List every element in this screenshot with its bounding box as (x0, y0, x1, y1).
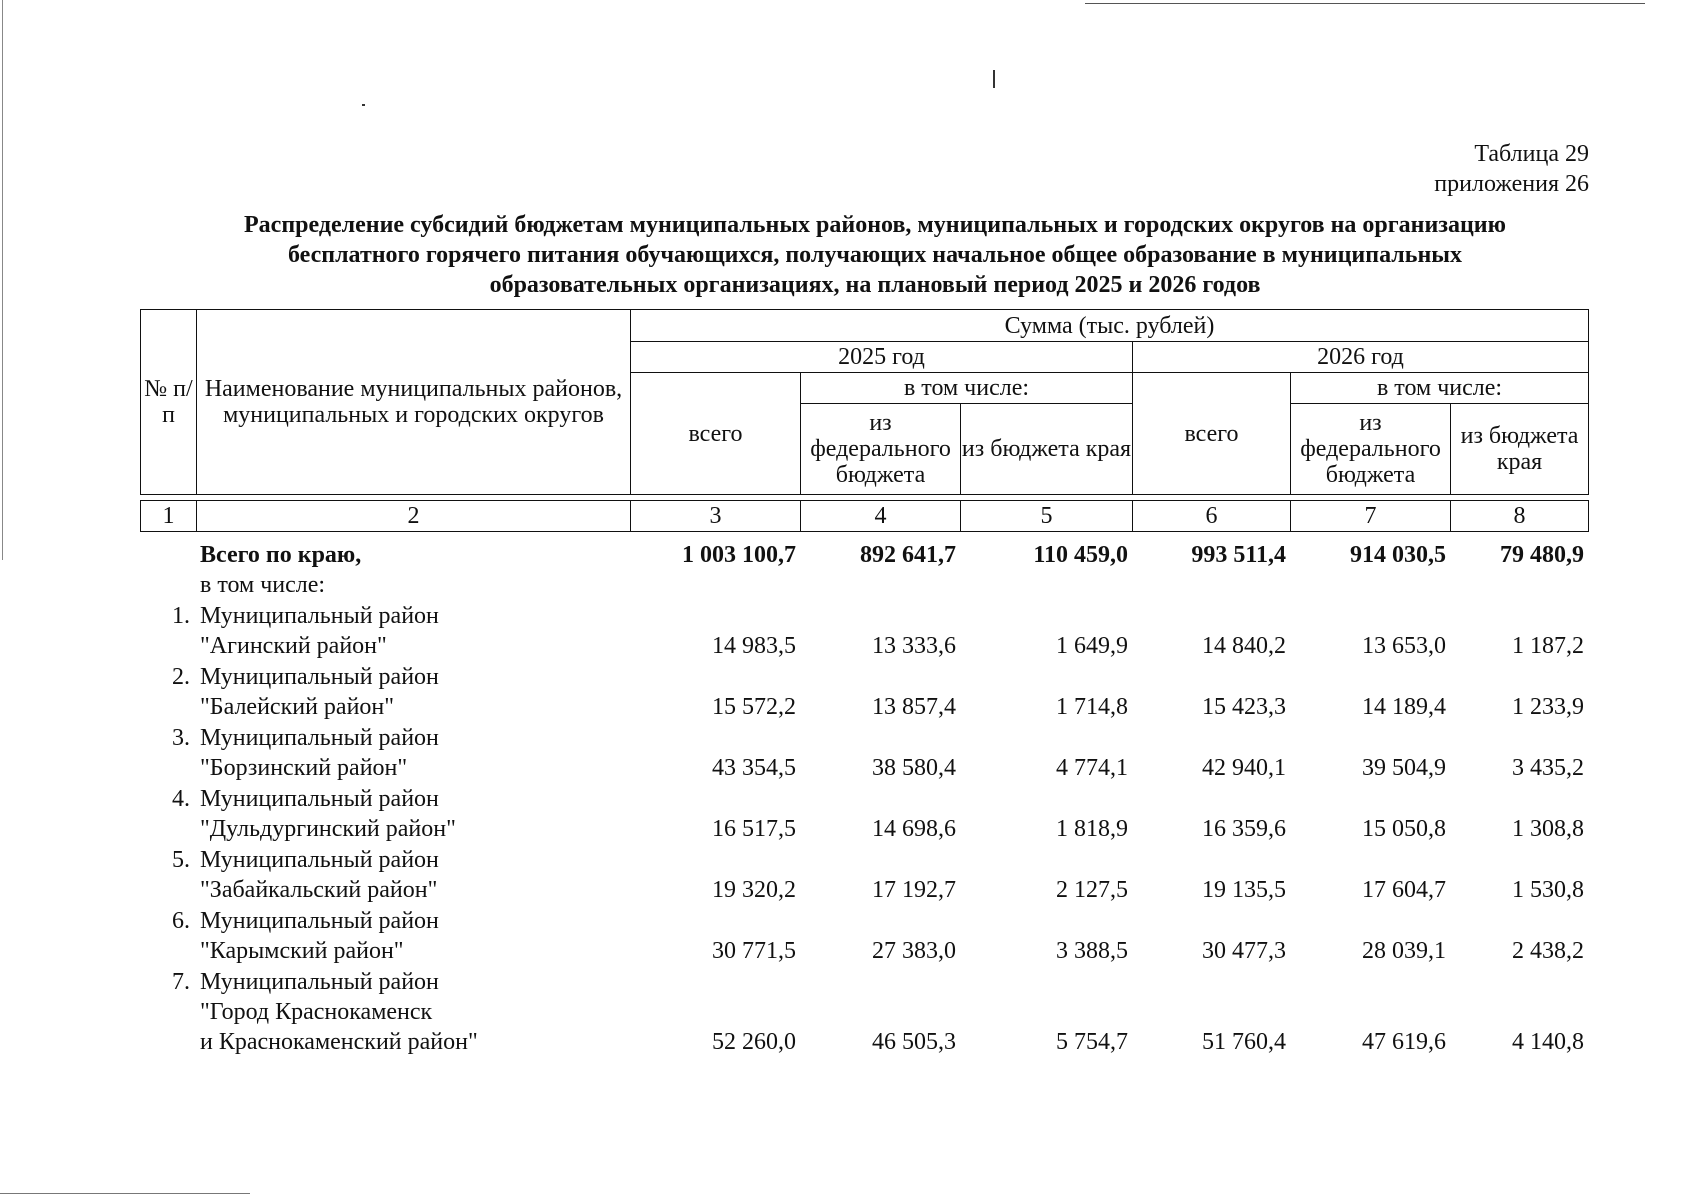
row-value: 43 354,5 (712, 755, 796, 781)
row-index: 4. (172, 786, 190, 812)
row-value: 1 818,9 (1056, 816, 1128, 842)
row-index: 7. (172, 969, 190, 995)
table-caption (1434, 139, 1589, 199)
header-regional-2026: из бюджета края (1451, 404, 1589, 495)
row-value: 4 774,1 (1056, 755, 1128, 781)
column-number: 3 (631, 501, 801, 532)
row-value: 5 754,7 (1056, 1029, 1128, 1055)
subline-empty (630, 570, 1588, 600)
row-value: 51 760,4 (1202, 1029, 1286, 1055)
total-value: 1 003 100,7 (682, 542, 796, 568)
row-value: 3 388,5 (1056, 938, 1128, 964)
row-name-line-1: Муниципальный район (200, 786, 439, 812)
row-name-line-2: "Карымский район" (200, 938, 404, 964)
row-value: 2 127,5 (1056, 877, 1128, 903)
row-name-line-1: Муниципальный район (200, 603, 439, 629)
header-federal-2025: из федерального бюджета (801, 404, 961, 495)
title-line-1: Распределение субсидий бюджетам муниципальных районов, муниципальных и городских округов на организацию (244, 212, 1506, 238)
row-value: 1 308,8 (1512, 816, 1584, 842)
row-value: 30 771,5 (712, 938, 796, 964)
row-value: 1 649,9 (1056, 633, 1128, 659)
row-index: 5. (172, 847, 190, 873)
column-number: 1 (141, 501, 197, 532)
row-value: 15 050,8 (1362, 816, 1446, 842)
row-name-line-3: и Краснокаменский район" (200, 1029, 478, 1055)
column-number: 5 (961, 501, 1133, 532)
row-value: 15 572,2 (712, 694, 796, 720)
row-index: 1. (172, 603, 190, 629)
column-number: 4 (801, 501, 961, 532)
scan-border-left (2, 0, 3, 560)
row-index: 2. (172, 664, 190, 690)
row-value: 52 260,0 (712, 1029, 796, 1055)
row-value: 19 320,2 (712, 877, 796, 903)
total-value: 79 480,9 (1500, 542, 1584, 568)
header-year-2026: 2026 год (1133, 342, 1589, 373)
row-value: 27 383,0 (872, 938, 956, 964)
total-label: Всего по краю, (200, 542, 362, 568)
row-value: 30 477,3 (1202, 938, 1286, 964)
row-value: 1 714,8 (1056, 694, 1128, 720)
header-number: № п/п (141, 310, 197, 495)
row-value: 13 653,0 (1362, 633, 1446, 659)
row-value: 1 233,9 (1512, 694, 1584, 720)
row-value: 28 039,1 (1362, 938, 1446, 964)
table-row (140, 844, 1588, 905)
row-value: 19 135,5 (1202, 877, 1286, 903)
header-total-2026: всего (1133, 373, 1291, 495)
table-row (140, 600, 1588, 661)
row-value: 16 517,5 (712, 816, 796, 842)
scan-speck (993, 70, 995, 88)
row-value: 42 940,1 (1202, 755, 1286, 781)
table-row (140, 722, 1588, 783)
header-total-2025: всего (631, 373, 801, 495)
column-number-row (140, 500, 1589, 532)
row-name (196, 905, 630, 966)
row-name-line-2: "Борзинский район" (200, 755, 408, 781)
row-name (196, 600, 630, 661)
row-name-line-2: "Агинский район" (200, 633, 387, 659)
row-value: 47 619,6 (1362, 1029, 1446, 1055)
table-row (140, 661, 1588, 722)
column-number: 2 (197, 501, 631, 532)
row-value: 14 840,2 (1202, 633, 1286, 659)
row-value: 1 530,8 (1512, 877, 1584, 903)
row-name (196, 722, 630, 783)
row-name-line-1: Муниципальный район (200, 908, 439, 934)
table-row (140, 966, 1588, 1057)
table-row (140, 783, 1588, 844)
row-value: 14 189,4 (1362, 694, 1446, 720)
row-name (196, 966, 630, 1057)
total-value: 110 459,0 (1033, 542, 1128, 568)
column-number: 6 (1133, 501, 1291, 532)
scan-speck (362, 104, 365, 106)
row-value: 1 187,2 (1512, 633, 1584, 659)
row-name-line-2: "Дульдургинский район" (200, 816, 456, 842)
row-value: 13 857,4 (872, 694, 956, 720)
caption-table-number: Таблица 29 (1474, 141, 1589, 167)
row-name-line-1: Муниципальный район (200, 725, 439, 751)
total-value: 993 511,4 (1191, 542, 1286, 568)
row-name-line-1: Муниципальный район (200, 847, 439, 873)
caption-appendix: приложения 26 (1434, 171, 1589, 197)
table-header (140, 309, 1589, 495)
row-value: 3 435,2 (1512, 755, 1584, 781)
total-value: 892 641,7 (860, 542, 956, 568)
row-name-line-2: "Город Краснокаменск (200, 999, 433, 1025)
title-line-2: бесплатного горячего питания обучающихся, получающих начальное общее образование в муниципальных (287, 242, 1463, 268)
data-table-body (140, 536, 1588, 1057)
row-value: 13 333,6 (872, 633, 956, 659)
column-number: 7 (1291, 501, 1451, 532)
total-sublabel: в том числе: (200, 572, 326, 598)
row-value: 46 505,3 (872, 1029, 956, 1055)
row-value: 14 983,5 (712, 633, 796, 659)
header-sum: Сумма (тыс. рублей) (631, 310, 1589, 342)
document-title (160, 210, 1590, 300)
header-including-2026: в том числе: (1291, 373, 1589, 404)
row-value: 17 604,7 (1362, 877, 1446, 903)
row-index: 3. (172, 725, 190, 751)
column-number: 8 (1451, 501, 1589, 532)
total-value: 914 030,5 (1350, 542, 1446, 568)
row-name (196, 661, 630, 722)
header-federal-2026: из федерального бюджета (1291, 404, 1451, 495)
header-name: Наименование муниципальных районов, муниципальных и городских округов (197, 310, 631, 495)
row-name-line-1: Муниципальный район (200, 664, 439, 690)
header-year-2025: 2025 год (631, 342, 1133, 373)
header-including-2025: в том числе: (801, 373, 1133, 404)
table-row (140, 905, 1588, 966)
title-line-3: образовательных организациях, на плановый период 2025 и 2026 годов (489, 272, 1261, 298)
scan-border-top (1085, 3, 1645, 4)
row-value: 16 359,6 (1202, 816, 1286, 842)
row-index: 6. (172, 908, 190, 934)
total-index (140, 536, 196, 570)
row-name-line-1: Муниципальный район (200, 969, 439, 995)
subline-index (140, 570, 196, 600)
row-name (196, 844, 630, 905)
header-regional-2025: из бюджета края (961, 404, 1133, 495)
row-value: 38 580,4 (872, 755, 956, 781)
scan-border-bottom (0, 1193, 250, 1194)
row-name (196, 783, 630, 844)
row-value: 39 504,9 (1362, 755, 1446, 781)
row-value: 2 438,2 (1512, 938, 1584, 964)
row-value: 17 192,7 (872, 877, 956, 903)
row-name-line-2: "Балейский район" (200, 694, 395, 720)
row-value: 4 140,8 (1512, 1029, 1584, 1055)
row-value: 15 423,3 (1202, 694, 1286, 720)
row-value: 14 698,6 (872, 816, 956, 842)
row-name-line-2: "Забайкальский район" (200, 877, 438, 903)
